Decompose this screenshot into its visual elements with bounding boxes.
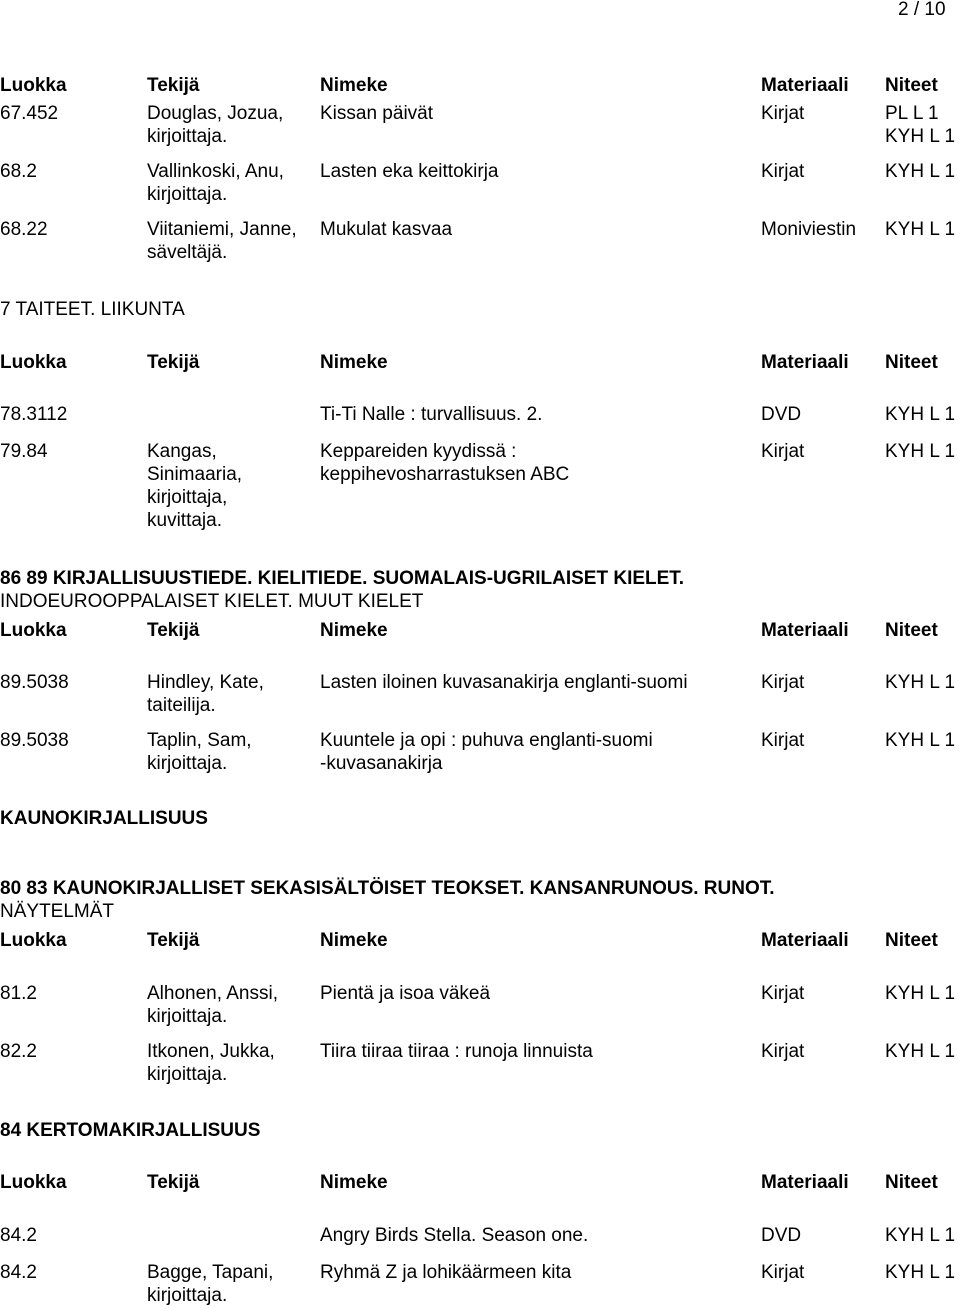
header-luokka: Luokka: [0, 352, 67, 373]
section-title: 80 83 KAUNOKIRJALLISET SEKASISÄLTÖISET TEOKSET. KANSANRUNOUS. RUNOT. NÄYTELMÄT: [0, 878, 775, 922]
row-tekija: Alhonen, Anssi, kirjoittaja.: [147, 983, 278, 1027]
row-tekija: Bagge, Tapani, kirjoittaja.: [147, 1262, 274, 1306]
row-materiaali: Moniviestin: [761, 219, 857, 240]
header-tekija: Tekijä: [147, 75, 200, 96]
section-title: 86 89 KIRJALLISUUSTIEDE. KIELITIEDE. SUOMALAIS-UGRILAISET KIELET. INDOEUROOPPALAISET KIELET. MUUT KIELET: [0, 568, 685, 612]
row-nimeke: Tiira tiiraa tiiraa : runoja linnuista: [320, 1041, 593, 1062]
row-luokka: 67.452: [0, 103, 59, 124]
header-niteet: Niteet: [885, 930, 938, 951]
header-tekija: Tekijä: [147, 352, 200, 373]
row-niteet: KYH L 1: [885, 1262, 956, 1283]
row-tekija: Kangas, Sinimaaria, kirjoittaja, kuvittaja.: [147, 441, 243, 531]
row-tekija: Viitaniemi, Janne, säveltäjä.: [147, 219, 297, 263]
header-nimeke: Nimeke: [320, 75, 388, 96]
row-niteet: KYH L 1: [885, 404, 956, 425]
header-nimeke: Nimeke: [320, 930, 388, 951]
row-niteet: KYH L 1: [885, 983, 956, 1004]
header-materiaali: Materiaali: [761, 620, 849, 641]
header-materiaali: Materiaali: [761, 930, 849, 951]
row-nimeke: Pientä ja isoa väkeä: [320, 983, 491, 1004]
row-niteet: KYH L 1: [885, 161, 956, 182]
header-tekija: Tekijä: [147, 1172, 200, 1193]
header-nimeke: Nimeke: [320, 620, 388, 641]
header-luokka: Luokka: [0, 930, 67, 951]
row-niteet: KYH L 1: [885, 219, 956, 240]
header-luokka: Luokka: [0, 1172, 67, 1193]
row-nimeke: Angry Birds Stella. Season one.: [320, 1225, 589, 1246]
row-materiaali: DVD: [761, 1225, 802, 1246]
row-niteet: KYH L 1: [885, 672, 956, 693]
row-nimeke: Keppareiden kyydissä : keppihevosharrastuksen ABC: [320, 441, 570, 485]
header-luokka: Luokka: [0, 620, 67, 641]
row-niteet: KYH L 1: [885, 1041, 956, 1062]
header-tekija: Tekijä: [147, 930, 200, 951]
row-luokka: 82.2: [0, 1041, 37, 1062]
header-nimeke: Nimeke: [320, 1172, 388, 1193]
row-luokka: 84.2: [0, 1225, 37, 1246]
section-title: 84 KERTOMAKIRJALLISUUS: [0, 1120, 261, 1141]
row-materiaali: Kirjat: [761, 441, 805, 462]
row-nimeke: Lasten eka keittokirja: [320, 161, 499, 182]
header-niteet: Niteet: [885, 352, 938, 373]
row-materiaali: Kirjat: [761, 161, 805, 182]
row-luokka: 68.22: [0, 219, 48, 240]
header-luokka: Luokka: [0, 75, 67, 96]
row-materiaali: Kirjat: [761, 1041, 805, 1062]
row-luokka: 79.84: [0, 441, 48, 462]
row-nimeke: Mukulat kasvaa: [320, 219, 453, 240]
row-nimeke: Kissan päivät: [320, 103, 434, 124]
row-nimeke: Kuuntele ja opi : puhuva englanti-suomi -kuvasanakirja: [320, 730, 653, 774]
header-nimeke: Nimeke: [320, 352, 388, 373]
header-materiaali: Materiaali: [761, 352, 849, 373]
row-tekija: Hindley, Kate, taiteilija.: [147, 672, 264, 716]
header-niteet: Niteet: [885, 75, 938, 96]
header-materiaali: Materiaali: [761, 1172, 849, 1193]
row-nimeke: Ti-Ti Nalle : turvallisuus. 2.: [320, 404, 543, 425]
section-title: 7 TAITEET. LIIKUNTA: [0, 299, 185, 320]
row-nimeke: Lasten iloinen kuvasanakirja englanti-suomi: [320, 672, 688, 693]
row-niteet: KYH L 1: [885, 1225, 956, 1246]
row-materiaali: Kirjat: [761, 730, 805, 751]
section-title: KAUNOKIRJALLISUUS: [0, 808, 208, 829]
row-materiaali: Kirjat: [761, 672, 805, 693]
row-materiaali: Kirjat: [761, 103, 805, 124]
row-luokka: 81.2: [0, 983, 37, 1004]
row-materiaali: Kirjat: [761, 1262, 805, 1283]
row-luokka: 68.2: [0, 161, 37, 182]
row-tekija: Vallinkoski, Anu, kirjoittaja.: [147, 161, 284, 205]
row-tekija: Itkonen, Jukka, kirjoittaja.: [147, 1041, 275, 1085]
header-niteet: Niteet: [885, 1172, 938, 1193]
row-luokka: 89.5038: [0, 730, 69, 751]
row-tekija: Taplin, Sam, kirjoittaja.: [147, 730, 252, 774]
row-niteet: KYH L 1: [885, 441, 956, 462]
row-tekija: Douglas, Jozua, kirjoittaja.: [147, 103, 284, 147]
row-luokka: 89.5038: [0, 672, 69, 693]
row-luokka: 78.3112: [0, 404, 68, 425]
header-tekija: Tekijä: [147, 620, 200, 641]
row-materiaali: DVD: [761, 404, 802, 425]
row-niteet: KYH L 1: [885, 730, 956, 751]
row-niteet: PL L 1 KYH L 1: [885, 103, 956, 147]
row-materiaali: Kirjat: [761, 983, 805, 1004]
page-number: 2 / 10: [898, 0, 946, 20]
header-materiaali: Materiaali: [761, 75, 849, 96]
row-luokka: 84.2: [0, 1262, 37, 1283]
header-niteet: Niteet: [885, 620, 938, 641]
row-nimeke: Ryhmä Z ja lohikäärmeen kita: [320, 1262, 572, 1283]
